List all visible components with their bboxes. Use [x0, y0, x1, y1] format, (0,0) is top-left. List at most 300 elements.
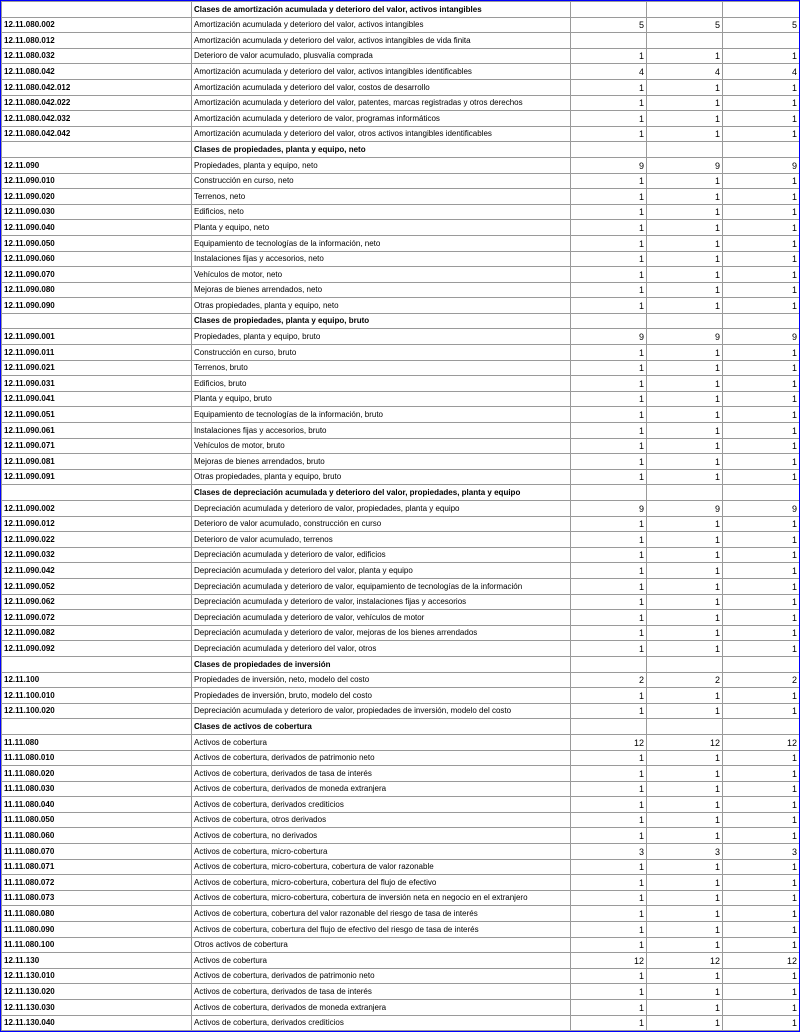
value-cell-3[interactable]: [723, 33, 800, 49]
value-cell-2[interactable]: 1: [647, 641, 723, 657]
description-cell[interactable]: Clases de propiedades, planta y equipo, bruto: [192, 313, 571, 329]
value-cell-3[interactable]: 1: [723, 345, 800, 361]
account-code-cell[interactable]: 12.11.090.032: [2, 547, 192, 563]
account-code-cell[interactable]: [2, 485, 192, 501]
account-code-cell[interactable]: 12.11.090.011: [2, 345, 192, 361]
value-cell-1[interactable]: 5: [571, 17, 647, 33]
value-cell-1[interactable]: 1: [571, 126, 647, 142]
value-cell-1[interactable]: 1: [571, 610, 647, 626]
value-cell-2[interactable]: 1: [647, 220, 723, 236]
value-cell-2[interactable]: 1: [647, 48, 723, 64]
account-code-cell[interactable]: 12.11.090.080: [2, 282, 192, 298]
account-code-cell[interactable]: 11.11.080.071: [2, 859, 192, 875]
account-code-cell[interactable]: 12.11.090.072: [2, 610, 192, 626]
value-cell-3[interactable]: 1: [723, 688, 800, 704]
value-cell-1[interactable]: 1: [571, 204, 647, 220]
description-cell[interactable]: Otras propiedades, planta y equipo, bruto: [192, 469, 571, 485]
value-cell-2[interactable]: 1: [647, 750, 723, 766]
description-cell[interactable]: Edificios, neto: [192, 204, 571, 220]
value-cell-2[interactable]: 1: [647, 267, 723, 283]
value-cell-2[interactable]: 1: [647, 781, 723, 797]
value-cell-3[interactable]: 4: [723, 64, 800, 80]
account-code-cell[interactable]: 11.11.080.072: [2, 875, 192, 891]
value-cell-1[interactable]: 1: [571, 937, 647, 953]
value-cell-2[interactable]: 1: [647, 547, 723, 563]
value-cell-3[interactable]: 12: [723, 734, 800, 750]
account-code-cell[interactable]: 12.11.100.020: [2, 703, 192, 719]
description-cell[interactable]: Planta y equipo, neto: [192, 220, 571, 236]
value-cell-3[interactable]: 1: [723, 1000, 800, 1016]
value-cell-1[interactable]: 1: [571, 1015, 647, 1031]
value-cell-3[interactable]: 1: [723, 48, 800, 64]
value-cell-2[interactable]: 1: [647, 189, 723, 205]
value-cell-1[interactable]: 1: [571, 220, 647, 236]
description-cell[interactable]: Depreciación acumulada y deterioro de valor, propiedades de inversión, modelo del costo: [192, 703, 571, 719]
value-cell-1[interactable]: 1: [571, 578, 647, 594]
value-cell-2[interactable]: 1: [647, 79, 723, 95]
description-cell[interactable]: Activos de cobertura, micro-cobertura, cobertura de inversión neta en negocio en el extranjero: [192, 890, 571, 906]
description-cell[interactable]: Planta y equipo, bruto: [192, 391, 571, 407]
account-code-cell[interactable]: 12.11.080.032: [2, 48, 192, 64]
value-cell-1[interactable]: 1: [571, 563, 647, 579]
account-code-cell[interactable]: 12.11.090.020: [2, 189, 192, 205]
value-cell-2[interactable]: 12: [647, 953, 723, 969]
account-code-cell[interactable]: 12.11.090.021: [2, 360, 192, 376]
description-cell[interactable]: Activos de cobertura, micro-cobertura: [192, 844, 571, 860]
value-cell-3[interactable]: 2: [723, 672, 800, 688]
value-cell-3[interactable]: 1: [723, 641, 800, 657]
value-cell-3[interactable]: 1: [723, 251, 800, 267]
value-cell-1[interactable]: 1: [571, 173, 647, 189]
description-cell[interactable]: Depreciación acumulada y deterioro del valor, planta y equipo: [192, 563, 571, 579]
value-cell-2[interactable]: 1: [647, 173, 723, 189]
account-code-cell[interactable]: 12.11.090.052: [2, 578, 192, 594]
value-cell-1[interactable]: 1: [571, 812, 647, 828]
account-code-cell[interactable]: 12.11.090.001: [2, 329, 192, 345]
account-code-cell[interactable]: 12.11.090: [2, 157, 192, 173]
value-cell-1[interactable]: 1: [571, 750, 647, 766]
value-cell-2[interactable]: 1: [647, 890, 723, 906]
account-code-cell[interactable]: 12.11.090.012: [2, 516, 192, 532]
description-cell[interactable]: Edificios, bruto: [192, 376, 571, 392]
value-cell-1[interactable]: [571, 33, 647, 49]
value-cell-3[interactable]: 1: [723, 937, 800, 953]
value-cell-1[interactable]: 1: [571, 391, 647, 407]
account-code-cell[interactable]: 11.11.080.073: [2, 890, 192, 906]
description-cell[interactable]: Propiedades de inversión, bruto, modelo del costo: [192, 688, 571, 704]
value-cell-3[interactable]: 1: [723, 984, 800, 1000]
value-cell-2[interactable]: 1: [647, 516, 723, 532]
value-cell-1[interactable]: 1: [571, 235, 647, 251]
value-cell-3[interactable]: [723, 313, 800, 329]
value-cell-3[interactable]: [723, 142, 800, 158]
value-cell-1[interactable]: 1: [571, 516, 647, 532]
description-cell[interactable]: Activos de cobertura: [192, 734, 571, 750]
value-cell-1[interactable]: 9: [571, 157, 647, 173]
value-cell-3[interactable]: 1: [723, 625, 800, 641]
account-code-cell[interactable]: 11.11.080.100: [2, 937, 192, 953]
description-cell[interactable]: Propiedades, planta y equipo, neto: [192, 157, 571, 173]
description-cell[interactable]: Activos de cobertura, cobertura del valor razonable del riesgo de tasa de interés: [192, 906, 571, 922]
account-code-cell[interactable]: 12.11.090.041: [2, 391, 192, 407]
description-cell[interactable]: Deterioro de valor acumulado, construcción en curso: [192, 516, 571, 532]
value-cell-3[interactable]: 1: [723, 563, 800, 579]
value-cell-2[interactable]: 1: [647, 469, 723, 485]
value-cell-2[interactable]: 1: [647, 111, 723, 127]
value-cell-1[interactable]: 1: [571, 251, 647, 267]
value-cell-1[interactable]: 1: [571, 298, 647, 314]
account-code-cell[interactable]: 12.11.080.002: [2, 17, 192, 33]
value-cell-2[interactable]: 9: [647, 157, 723, 173]
value-cell-3[interactable]: 1: [723, 1015, 800, 1031]
value-cell-3[interactable]: 1: [723, 875, 800, 891]
description-cell[interactable]: Depreciación acumulada y deterioro de valor, equipamiento de tecnologías de la información: [192, 578, 571, 594]
value-cell-1[interactable]: 1: [571, 376, 647, 392]
value-cell-2[interactable]: 1: [647, 859, 723, 875]
value-cell-2[interactable]: 1: [647, 594, 723, 610]
value-cell-3[interactable]: 1: [723, 469, 800, 485]
value-cell-3[interactable]: [723, 656, 800, 672]
value-cell-2[interactable]: 9: [647, 501, 723, 517]
value-cell-2[interactable]: 5: [647, 17, 723, 33]
account-code-cell[interactable]: 12.11.100: [2, 672, 192, 688]
value-cell-1[interactable]: [571, 719, 647, 735]
value-cell-3[interactable]: [723, 719, 800, 735]
account-code-cell[interactable]: 12.11.080.042.012: [2, 79, 192, 95]
value-cell-1[interactable]: 1: [571, 641, 647, 657]
description-cell[interactable]: Activos de cobertura, derivados de patrimonio neto: [192, 750, 571, 766]
account-code-cell[interactable]: 12.11.130.010: [2, 968, 192, 984]
value-cell-2[interactable]: 1: [647, 875, 723, 891]
description-cell[interactable]: Vehículos de motor, neto: [192, 267, 571, 283]
description-cell[interactable]: Activos de cobertura, derivados crediticios: [192, 797, 571, 813]
value-cell-3[interactable]: 1: [723, 516, 800, 532]
value-cell-3[interactable]: 1: [723, 703, 800, 719]
value-cell-3[interactable]: 9: [723, 329, 800, 345]
value-cell-1[interactable]: 1: [571, 360, 647, 376]
account-code-cell[interactable]: 12.11.090.042: [2, 563, 192, 579]
description-cell[interactable]: Clases de activos de cobertura: [192, 719, 571, 735]
value-cell-1[interactable]: 1: [571, 95, 647, 111]
value-cell-3[interactable]: 1: [723, 360, 800, 376]
value-cell-2[interactable]: 1: [647, 298, 723, 314]
description-cell[interactable]: Construcción en curso, bruto: [192, 345, 571, 361]
value-cell-3[interactable]: 1: [723, 126, 800, 142]
value-cell-2[interactable]: 1: [647, 235, 723, 251]
value-cell-1[interactable]: [571, 656, 647, 672]
description-cell[interactable]: Activos de cobertura, micro-cobertura, cobertura del flujo de efectivo: [192, 875, 571, 891]
value-cell-3[interactable]: 1: [723, 578, 800, 594]
description-cell[interactable]: Activos de cobertura, otros derivados: [192, 812, 571, 828]
value-cell-3[interactable]: 1: [723, 298, 800, 314]
description-cell[interactable]: Clases de amortización acumulada y deterioro del valor, activos intangibles: [192, 2, 571, 18]
account-code-cell[interactable]: 12.11.090.062: [2, 594, 192, 610]
description-cell[interactable]: Activos de cobertura, cobertura del flujo de efectivo del riesgo de tasa de interés: [192, 922, 571, 938]
value-cell-1[interactable]: 1: [571, 968, 647, 984]
value-cell-3[interactable]: 1: [723, 267, 800, 283]
value-cell-2[interactable]: 1: [647, 345, 723, 361]
value-cell-2[interactable]: [647, 2, 723, 18]
value-cell-2[interactable]: [647, 485, 723, 501]
value-cell-1[interactable]: 3: [571, 844, 647, 860]
account-code-cell[interactable]: 12.11.090.071: [2, 438, 192, 454]
value-cell-2[interactable]: 1: [647, 1000, 723, 1016]
account-code-cell[interactable]: 12.11.090.081: [2, 454, 192, 470]
value-cell-2[interactable]: 1: [647, 391, 723, 407]
description-cell[interactable]: Activos de cobertura, derivados de patrimonio neto: [192, 968, 571, 984]
value-cell-2[interactable]: 9: [647, 329, 723, 345]
value-cell-1[interactable]: 1: [571, 111, 647, 127]
value-cell-1[interactable]: 1: [571, 703, 647, 719]
account-code-cell[interactable]: [2, 719, 192, 735]
description-cell[interactable]: Clases de propiedades de inversión: [192, 656, 571, 672]
description-cell[interactable]: Depreciación acumulada y deterioro de valor, edificios: [192, 547, 571, 563]
description-cell[interactable]: Depreciación acumulada y deterioro del valor, otros: [192, 641, 571, 657]
description-cell[interactable]: Deterioro de valor acumulado, terrenos: [192, 532, 571, 548]
value-cell-2[interactable]: 1: [647, 532, 723, 548]
value-cell-1[interactable]: 1: [571, 797, 647, 813]
value-cell-2[interactable]: 12: [647, 734, 723, 750]
value-cell-1[interactable]: 1: [571, 407, 647, 423]
value-cell-2[interactable]: 1: [647, 282, 723, 298]
value-cell-3[interactable]: 1: [723, 189, 800, 205]
value-cell-2[interactable]: 1: [647, 423, 723, 439]
description-cell[interactable]: Amortización acumulada y deterioro del valor, patentes, marcas registradas y otros derechos: [192, 95, 571, 111]
account-code-cell[interactable]: 11.11.080.050: [2, 812, 192, 828]
description-cell[interactable]: Equipamiento de tecnologías de la información, bruto: [192, 407, 571, 423]
value-cell-3[interactable]: 1: [723, 532, 800, 548]
value-cell-2[interactable]: 1: [647, 1015, 723, 1031]
value-cell-3[interactable]: 1: [723, 111, 800, 127]
account-code-cell[interactable]: [2, 142, 192, 158]
value-cell-3[interactable]: 1: [723, 438, 800, 454]
account-code-cell[interactable]: 11.11.080.010: [2, 750, 192, 766]
value-cell-3[interactable]: 1: [723, 906, 800, 922]
description-cell[interactable]: Amortización acumulada y deterioro de valor, programas informáticos: [192, 111, 571, 127]
description-cell[interactable]: Terrenos, bruto: [192, 360, 571, 376]
value-cell-1[interactable]: 1: [571, 906, 647, 922]
description-cell[interactable]: Activos de cobertura, micro-cobertura, cobertura de valor razonable: [192, 859, 571, 875]
value-cell-2[interactable]: 1: [647, 797, 723, 813]
account-code-cell[interactable]: 12.11.090.040: [2, 220, 192, 236]
description-cell[interactable]: Mejoras de bienes arrendados, bruto: [192, 454, 571, 470]
account-code-cell[interactable]: [2, 2, 192, 18]
value-cell-2[interactable]: [647, 656, 723, 672]
value-cell-2[interactable]: 1: [647, 610, 723, 626]
account-code-cell[interactable]: 12.11.090.050: [2, 235, 192, 251]
description-cell[interactable]: Deterioro de valor acumulado, plusvalía comprada: [192, 48, 571, 64]
value-cell-1[interactable]: 9: [571, 329, 647, 345]
value-cell-3[interactable]: 1: [723, 376, 800, 392]
value-cell-1[interactable]: 1: [571, 922, 647, 938]
account-code-cell[interactable]: 11.11.080.020: [2, 766, 192, 782]
value-cell-2[interactable]: 1: [647, 563, 723, 579]
value-cell-1[interactable]: 1: [571, 594, 647, 610]
value-cell-2[interactable]: 1: [647, 251, 723, 267]
account-code-cell[interactable]: 12.11.090.082: [2, 625, 192, 641]
value-cell-3[interactable]: 1: [723, 79, 800, 95]
value-cell-1[interactable]: 1: [571, 625, 647, 641]
description-cell[interactable]: Activos de cobertura, derivados de moneda extranjera: [192, 781, 571, 797]
value-cell-3[interactable]: 1: [723, 423, 800, 439]
account-code-cell[interactable]: 12.11.090.092: [2, 641, 192, 657]
description-cell[interactable]: Activos de cobertura, derivados de moneda extranjera: [192, 1000, 571, 1016]
value-cell-1[interactable]: [571, 485, 647, 501]
value-cell-2[interactable]: 1: [647, 937, 723, 953]
description-cell[interactable]: Terrenos, neto: [192, 189, 571, 205]
value-cell-1[interactable]: 1: [571, 859, 647, 875]
description-cell[interactable]: Construcción en curso, neto: [192, 173, 571, 189]
account-code-cell[interactable]: 12.11.080.012: [2, 33, 192, 49]
value-cell-2[interactable]: 1: [647, 438, 723, 454]
value-cell-2[interactable]: 1: [647, 376, 723, 392]
value-cell-1[interactable]: 1: [571, 48, 647, 64]
value-cell-2[interactable]: 1: [647, 454, 723, 470]
value-cell-1[interactable]: 1: [571, 688, 647, 704]
value-cell-3[interactable]: 1: [723, 282, 800, 298]
value-cell-3[interactable]: 1: [723, 235, 800, 251]
value-cell-2[interactable]: 1: [647, 922, 723, 938]
value-cell-2[interactable]: 1: [647, 828, 723, 844]
value-cell-2[interactable]: 1: [647, 360, 723, 376]
description-cell[interactable]: Depreciación acumulada y deterioro de valor, vehículos de motor: [192, 610, 571, 626]
value-cell-1[interactable]: 9: [571, 501, 647, 517]
value-cell-1[interactable]: 2: [571, 672, 647, 688]
description-cell[interactable]: Instalaciones fijas y accesorios, bruto: [192, 423, 571, 439]
value-cell-3[interactable]: 12: [723, 953, 800, 969]
description-cell[interactable]: Clases de propiedades, planta y equipo, neto: [192, 142, 571, 158]
description-cell[interactable]: Otros activos de cobertura: [192, 937, 571, 953]
value-cell-2[interactable]: 1: [647, 95, 723, 111]
account-code-cell[interactable]: 11.11.080.080: [2, 906, 192, 922]
value-cell-3[interactable]: 5: [723, 17, 800, 33]
value-cell-2[interactable]: 1: [647, 703, 723, 719]
description-cell[interactable]: Amortización acumulada y deterioro del valor, activos intangibles de vida finita: [192, 33, 571, 49]
account-code-cell[interactable]: 11.11.080.040: [2, 797, 192, 813]
value-cell-3[interactable]: 1: [723, 828, 800, 844]
account-code-cell[interactable]: 12.11.130: [2, 953, 192, 969]
value-cell-3[interactable]: 1: [723, 95, 800, 111]
value-cell-3[interactable]: 3: [723, 844, 800, 860]
value-cell-2[interactable]: [647, 142, 723, 158]
description-cell[interactable]: Activos de cobertura, derivados crediticios: [192, 1015, 571, 1031]
description-cell[interactable]: Depreciación acumulada y deterioro de valor, instalaciones fijas y accesorios: [192, 594, 571, 610]
value-cell-2[interactable]: 1: [647, 578, 723, 594]
description-cell[interactable]: Otras propiedades, planta y equipo, neto: [192, 298, 571, 314]
value-cell-2[interactable]: 1: [647, 984, 723, 1000]
value-cell-3[interactable]: 1: [723, 610, 800, 626]
value-cell-2[interactable]: 3: [647, 844, 723, 860]
value-cell-3[interactable]: 1: [723, 547, 800, 563]
account-code-cell[interactable]: 12.11.090.061: [2, 423, 192, 439]
account-code-cell[interactable]: 12.11.090.051: [2, 407, 192, 423]
value-cell-1[interactable]: 1: [571, 766, 647, 782]
account-code-cell[interactable]: 12.11.090.070: [2, 267, 192, 283]
account-code-cell[interactable]: 12.11.080.042: [2, 64, 192, 80]
value-cell-3[interactable]: 1: [723, 797, 800, 813]
account-code-cell[interactable]: 12.11.130.030: [2, 1000, 192, 1016]
value-cell-1[interactable]: 1: [571, 438, 647, 454]
value-cell-2[interactable]: [647, 313, 723, 329]
account-code-cell[interactable]: 12.11.080.042.042: [2, 126, 192, 142]
account-code-cell[interactable]: [2, 656, 192, 672]
value-cell-2[interactable]: 1: [647, 766, 723, 782]
account-code-cell[interactable]: 12.11.130.020: [2, 984, 192, 1000]
value-cell-2[interactable]: 4: [647, 64, 723, 80]
account-code-cell[interactable]: 12.11.090.022: [2, 532, 192, 548]
value-cell-1[interactable]: 1: [571, 345, 647, 361]
account-code-cell[interactable]: 12.11.080.042.032: [2, 111, 192, 127]
value-cell-3[interactable]: 1: [723, 922, 800, 938]
value-cell-2[interactable]: 1: [647, 126, 723, 142]
description-cell[interactable]: Activos de cobertura, derivados de tasa de interés: [192, 766, 571, 782]
value-cell-2[interactable]: 1: [647, 906, 723, 922]
description-cell[interactable]: Amortización acumulada y deterioro del valor, costos de desarrollo: [192, 79, 571, 95]
value-cell-3[interactable]: 9: [723, 157, 800, 173]
value-cell-3[interactable]: 1: [723, 220, 800, 236]
value-cell-2[interactable]: 1: [647, 688, 723, 704]
value-cell-2[interactable]: 2: [647, 672, 723, 688]
value-cell-3[interactable]: 1: [723, 594, 800, 610]
description-cell[interactable]: Propiedades, planta y equipo, bruto: [192, 329, 571, 345]
account-code-cell[interactable]: [2, 313, 192, 329]
value-cell-3[interactable]: 1: [723, 859, 800, 875]
value-cell-3[interactable]: 1: [723, 890, 800, 906]
value-cell-1[interactable]: [571, 142, 647, 158]
value-cell-3[interactable]: 1: [723, 766, 800, 782]
value-cell-3[interactable]: 1: [723, 781, 800, 797]
account-code-cell[interactable]: 12.11.090.031: [2, 376, 192, 392]
value-cell-3[interactable]: 1: [723, 173, 800, 189]
account-code-cell[interactable]: 12.11.090.091: [2, 469, 192, 485]
value-cell-1[interactable]: 1: [571, 984, 647, 1000]
value-cell-2[interactable]: 1: [647, 407, 723, 423]
account-code-cell[interactable]: 11.11.080.070: [2, 844, 192, 860]
value-cell-3[interactable]: 1: [723, 454, 800, 470]
value-cell-1[interactable]: [571, 2, 647, 18]
description-cell[interactable]: Mejoras de bienes arrendados, neto: [192, 282, 571, 298]
description-cell[interactable]: Equipamiento de tecnologías de la información, neto: [192, 235, 571, 251]
value-cell-1[interactable]: 1: [571, 1000, 647, 1016]
description-cell[interactable]: Depreciación acumulada y deterioro de valor, mejoras de los bienes arrendados: [192, 625, 571, 641]
account-code-cell[interactable]: 11.11.080: [2, 734, 192, 750]
value-cell-1[interactable]: 1: [571, 267, 647, 283]
value-cell-1[interactable]: 12: [571, 953, 647, 969]
value-cell-1[interactable]: 1: [571, 469, 647, 485]
value-cell-1[interactable]: 1: [571, 79, 647, 95]
account-code-cell[interactable]: 12.11.090.010: [2, 173, 192, 189]
value-cell-2[interactable]: [647, 33, 723, 49]
account-code-cell[interactable]: 12.11.100.010: [2, 688, 192, 704]
account-code-cell[interactable]: 12.11.080.042.022: [2, 95, 192, 111]
value-cell-2[interactable]: 1: [647, 625, 723, 641]
value-cell-1[interactable]: 1: [571, 547, 647, 563]
description-cell[interactable]: Vehículos de motor, bruto: [192, 438, 571, 454]
value-cell-3[interactable]: 1: [723, 968, 800, 984]
value-cell-1[interactable]: 1: [571, 189, 647, 205]
value-cell-3[interactable]: 1: [723, 750, 800, 766]
description-cell[interactable]: Activos de cobertura, no derivados: [192, 828, 571, 844]
value-cell-2[interactable]: 1: [647, 812, 723, 828]
value-cell-1[interactable]: 1: [571, 890, 647, 906]
account-code-cell[interactable]: 12.11.090.030: [2, 204, 192, 220]
value-cell-2[interactable]: 1: [647, 204, 723, 220]
value-cell-1[interactable]: 1: [571, 828, 647, 844]
value-cell-3[interactable]: 1: [723, 204, 800, 220]
account-code-cell[interactable]: 12.11.090.090: [2, 298, 192, 314]
account-code-cell[interactable]: 11.11.080.030: [2, 781, 192, 797]
value-cell-1[interactable]: 1: [571, 282, 647, 298]
